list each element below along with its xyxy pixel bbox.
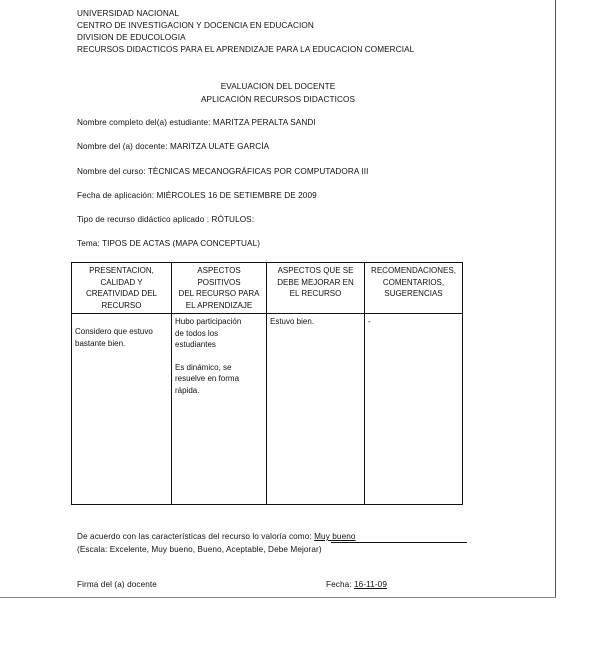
cell-recommendations: - <box>365 314 463 505</box>
evaluation-table <box>71 262 463 505</box>
course-name-field: Nombre del curso: TÈCNICAS MECANOGRÁFICAS POR COMPUTADORA III <box>77 167 369 176</box>
signature-label: Firma del (a) docente <box>77 580 157 589</box>
rating-label: De acuerdo con las características del recurso lo valoría como: <box>77 532 315 541</box>
cell-positive-aspects: Hubo participación de todos los estudiantes Es dinámico, se resuelve en forma rápida. <box>172 314 267 505</box>
header-line-division: DIVISION DE EDUCOLOGIA <box>77 33 186 42</box>
header-improvement-aspects: ASPECTOS QUE SE DEBE MEJORAR EN EL RECURSO <box>267 263 365 314</box>
application-date-field: Fecha de aplicación: MIÉRCOLES 16 DE SETIEMBRE DE 2009 <box>77 191 317 200</box>
header-presentation: PRESENTACION, CALIDAD Y CREATIVIDAD DEL RECURSO <box>72 263 172 314</box>
cell-improvement-aspects: Estuvo bien. <box>267 314 365 505</box>
signature-date-label: Fecha: <box>326 580 355 589</box>
student-name-field: Nombre completo del(a) estudiante: MARITZA PERALTA SANDI <box>77 118 316 127</box>
signature-date-value: 16-11-09 <box>354 580 387 589</box>
header-recommendations: RECOMENDACIONES, COMENTARIOS, SUGERENCIAS <box>365 263 463 314</box>
header-positive-aspects: ASPECTOS POSITIVOS DEL RECURSO PARA EL APRENDIZAJE <box>172 263 267 314</box>
header-line-center: CENTRO DE INVESTIGACION Y DOCENCIA EN EDUCACION <box>77 21 314 30</box>
page-edge-right <box>555 0 556 597</box>
resource-type-field: Tipo de recurso didáctico aplicado : RÓTULOS: <box>77 215 255 224</box>
rating-scale: (Escala: Excelente, Muy bueno, Bueno, Aceptable, Debe Mejorar) <box>77 545 322 554</box>
teacher-name-field: Nombre del (a) docente: MARITZA ULATE GARCÍA <box>77 142 270 151</box>
header-line-university: UNIVERSIDAD NACIONAL <box>77 9 180 18</box>
topic-field: Tema: TIPOS DE ACTAS (MAPA CONCEPTUAL) <box>77 239 261 248</box>
rating-value: Muy bueno <box>314 532 356 541</box>
signature-date <box>326 580 387 589</box>
header-line-course-area: RECURSOS DIDACTICOS PARA EL APRENDIZAJE PARA LA EDUCACION COMERCIAL <box>77 45 415 54</box>
cell-presentation: Considero que estuvo bastante bien. <box>72 314 172 505</box>
rating-line <box>77 532 356 541</box>
rating-underline <box>331 542 467 543</box>
document-title: EVALUACION DEL DOCENTE <box>220 82 336 91</box>
table-row <box>72 314 463 505</box>
table-header-row <box>72 263 463 314</box>
document-subtitle: APLICACIÓN RECURSOS DIDACTICOS <box>200 95 356 104</box>
page-edge-bottom <box>0 597 556 598</box>
